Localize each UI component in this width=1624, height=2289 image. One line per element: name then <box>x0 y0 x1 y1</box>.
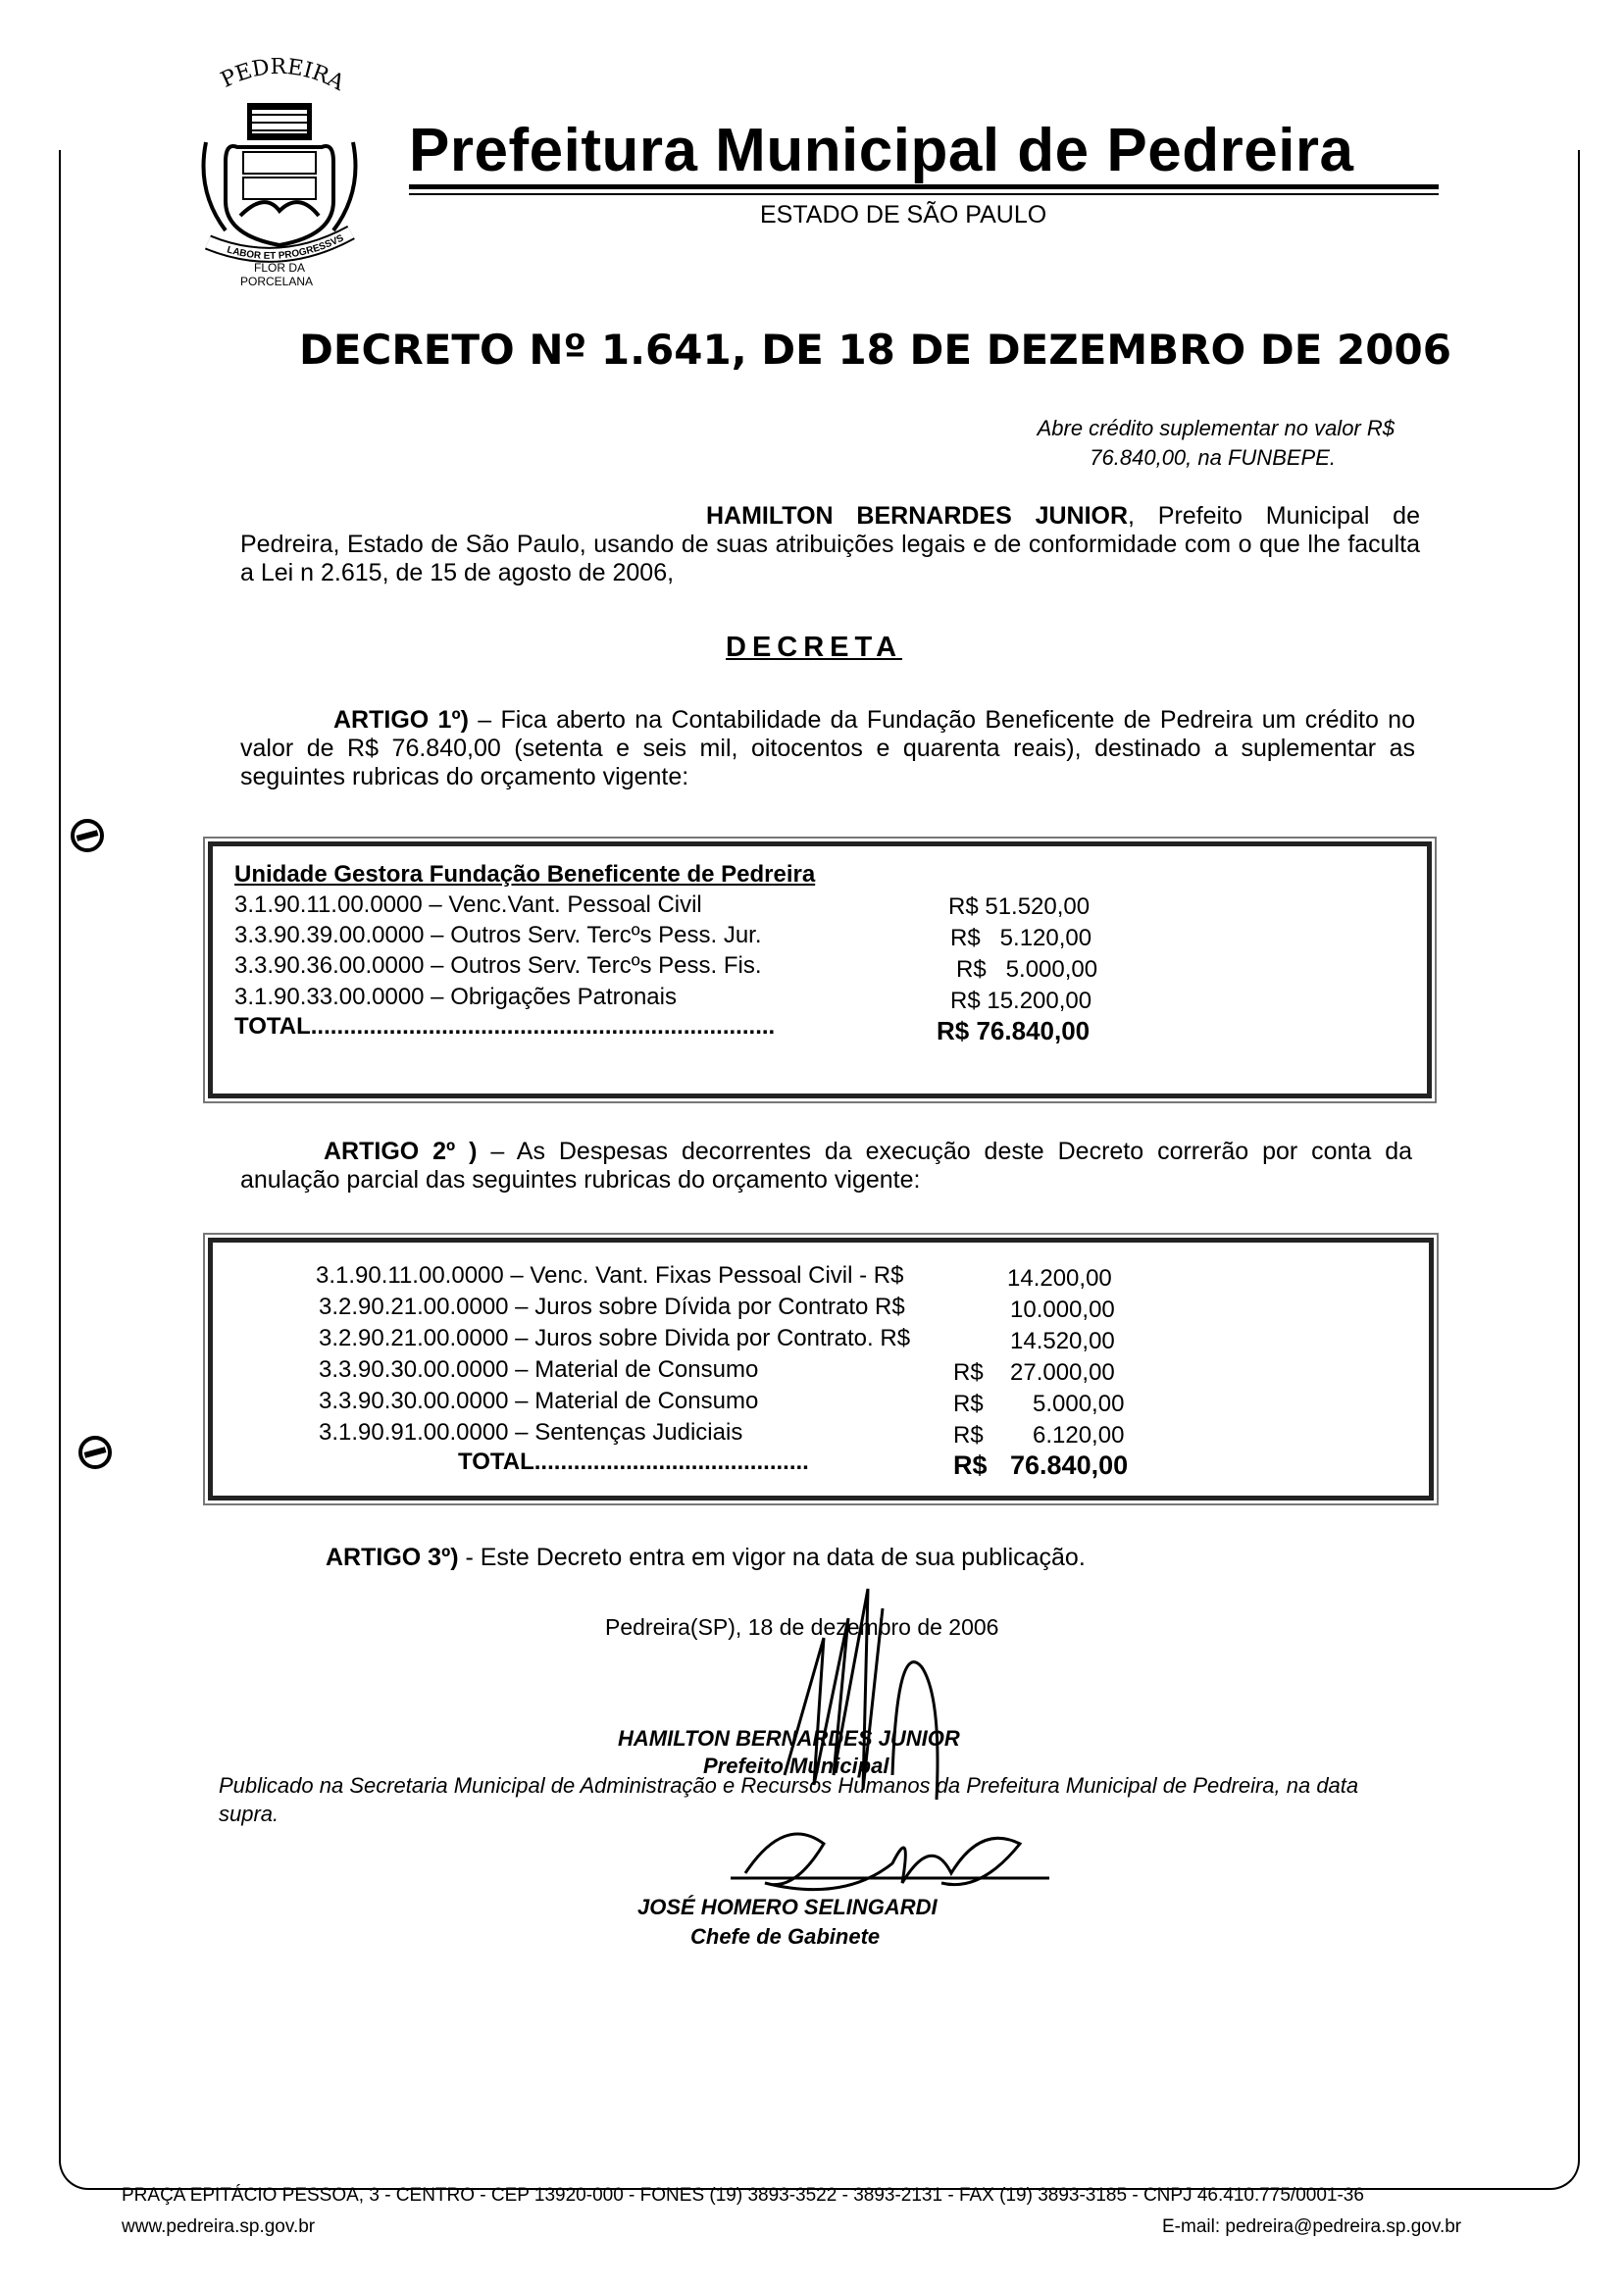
total-value: R$ 76.840,00 <box>937 1016 1091 1045</box>
table-row: 3.2.90.21.00.0000 – Juros sobre Dívida por Contrato R$ <box>319 1294 905 1320</box>
table-value: 10.000,00 <box>1010 1297 1115 1323</box>
mayor-name: HAMILTON BERNARDES JUNIOR <box>706 502 1129 530</box>
total-value: 76.840,00 <box>1010 1450 1129 1480</box>
table-value: R$ 5.000,00 <box>956 956 1098 983</box>
article-text: – As Despesas decorrentes da execução deste Decreto correrão por conta da anulação parcial das seguintes rubricas do orçamento vigente: <box>240 1138 1413 1194</box>
table-value: 27.000,00 <box>1010 1359 1115 1386</box>
table-row: 3.1.90.11.00.0000 – Venc.Vant. Pessoal Civil <box>234 891 702 918</box>
footer-website[interactable]: www.pedreira.sp.gov.br <box>122 2216 316 2237</box>
table-row: 3.3.90.39.00.0000 – Outros Serv. Tercºs Pess. Jur. <box>234 922 762 948</box>
state-subtitle: ESTADO DE SÃO PAULO <box>760 201 1047 229</box>
article-text: - Este Decreto entra em vigor na data de sua publicação. <box>458 1544 1086 1571</box>
total-currency: R$ <box>953 1450 988 1480</box>
signer-name: HAMILTON BERNARDES JUNIOR <box>618 1726 960 1751</box>
article-label: ARTIGO 2º ) <box>324 1138 478 1165</box>
table-row: 3.1.90.91.00.0000 – Sentenças Judiciais <box>319 1419 743 1446</box>
table-row: 3.3.90.36.00.0000 – Outros Serv. Tercºs Pess. Fis. <box>234 952 762 979</box>
table-heading: Unidade Gestora Fundação Beneficente de Pedreira <box>234 861 816 888</box>
footer-email[interactable]: E-mail: pedreira@pedreira.sp.gov.br <box>1162 2216 1462 2237</box>
punch-hole-mark <box>78 1436 112 1469</box>
page-title: Prefeitura Municipal de Pedreira <box>409 117 1354 184</box>
currency: R$ <box>953 1359 984 1386</box>
table-value: 6.120,00 <box>1033 1422 1125 1449</box>
table-row: 3.1.90.11.00.0000 – Venc. Vant. Fixas Pessoal Civil - R$ <box>316 1262 904 1289</box>
place-date: Pedreira(SP), 18 de dezembro de 2006 <box>605 1614 999 1640</box>
logo-caption: PORCELANA <box>240 275 314 288</box>
currency: R$ <box>953 1422 984 1449</box>
article-1 <box>240 706 1415 791</box>
logo-caption-top: FLOR DA <box>253 261 306 275</box>
signer-name: JOSÉ HOMERO SELINGARDI <box>637 1895 938 1919</box>
article-text: – Fica aberto na Contabilidade da Fundação Beneficente de Pedreira um crédito no valor de R$ 76.840,00 (setenta e seis mil, oitocentos e quarenta reais), destinado a suplementar as seguintes rubricas do orçamento vigente: <box>240 706 1415 790</box>
credit-table <box>208 841 1432 1098</box>
decree-title: DECRETO Nº 1.641, DE 18 DE DEZEMBRO DE 2006 <box>299 326 1451 374</box>
total-label: TOTAL.......................................... <box>458 1449 809 1475</box>
svg-text:PEDREIRA <box>218 55 349 96</box>
table-row: 3.1.90.33.00.0000 – Obrigações Patronais <box>234 984 677 1010</box>
decree-summary <box>863 414 1395 473</box>
decreta-heading: DECRETA <box>726 632 903 663</box>
currency: R$ <box>953 1391 984 1417</box>
article-label: ARTIGO 3º) <box>326 1544 459 1571</box>
table-value: R$ 5.120,00 <box>950 925 1092 951</box>
signer-role: Prefeito Municipal <box>703 1754 889 1778</box>
table-value: R$ 51.520,00 <box>948 893 1091 920</box>
summary-line: Abre crédito suplementar no valor R$ <box>1037 416 1395 440</box>
logo-motto: LABOR ET PROGRESSVS <box>226 232 346 262</box>
table-row: 3.3.90.30.00.0000 – Material de Consumo <box>319 1356 759 1383</box>
table-value: R$ 15.200,00 <box>950 988 1092 1014</box>
coat-of-arms-logo <box>186 54 373 280</box>
preamble-text: , Prefeito Municipal de Pedreira, Estado de São Paulo, usando de suas atribuições legais e de conformidade com o que lhe faculta a Lei n 2.615, de 15 de agosto de 2006, <box>240 502 1420 586</box>
signer-role: Chefe de Gabinete <box>690 1924 881 1949</box>
table-row: 3.3.90.30.00.0000 – Material de Consumo <box>319 1388 759 1414</box>
table-value: 14.200,00 <box>1007 1265 1112 1292</box>
title-rule <box>409 184 1439 189</box>
article-label: ARTIGO 1º) <box>333 706 469 734</box>
annulment-table <box>208 1238 1434 1501</box>
total-label: TOTAL....................................................................... <box>234 1013 776 1040</box>
summary-line: 76.840,00, na FUNBEPE. <box>1090 445 1336 470</box>
logo-city-name: PEDREIRA <box>217 54 348 96</box>
footer-address: PRAÇA EPITÁCIO PESSOA, 3 - CENTRO - CEP 13920-000 - FONES (19) 3893-3522 - 3893-2131 - FAX (19) 3893-3185 - CNPJ 46.410.775/0001-36 <box>122 2185 1364 2206</box>
table-row: 3.2.90.21.00.0000 – Juros sobre Divida por Contrato. R$ <box>319 1325 911 1351</box>
punch-hole-mark <box>71 819 104 852</box>
article-2 <box>240 1138 1412 1195</box>
article-3 <box>326 1544 1086 1572</box>
table-value: 5.000,00 <box>1033 1391 1125 1417</box>
preamble <box>240 502 1420 587</box>
publication-note: Publicado na Secretaria Municipal de Administração e Recursos Humanos da Prefeitura Municipal de Pedreira, na data supra. <box>219 1773 1359 1826</box>
table-value: 14.520,00 <box>1010 1328 1115 1354</box>
title-rule-thin <box>409 193 1439 195</box>
